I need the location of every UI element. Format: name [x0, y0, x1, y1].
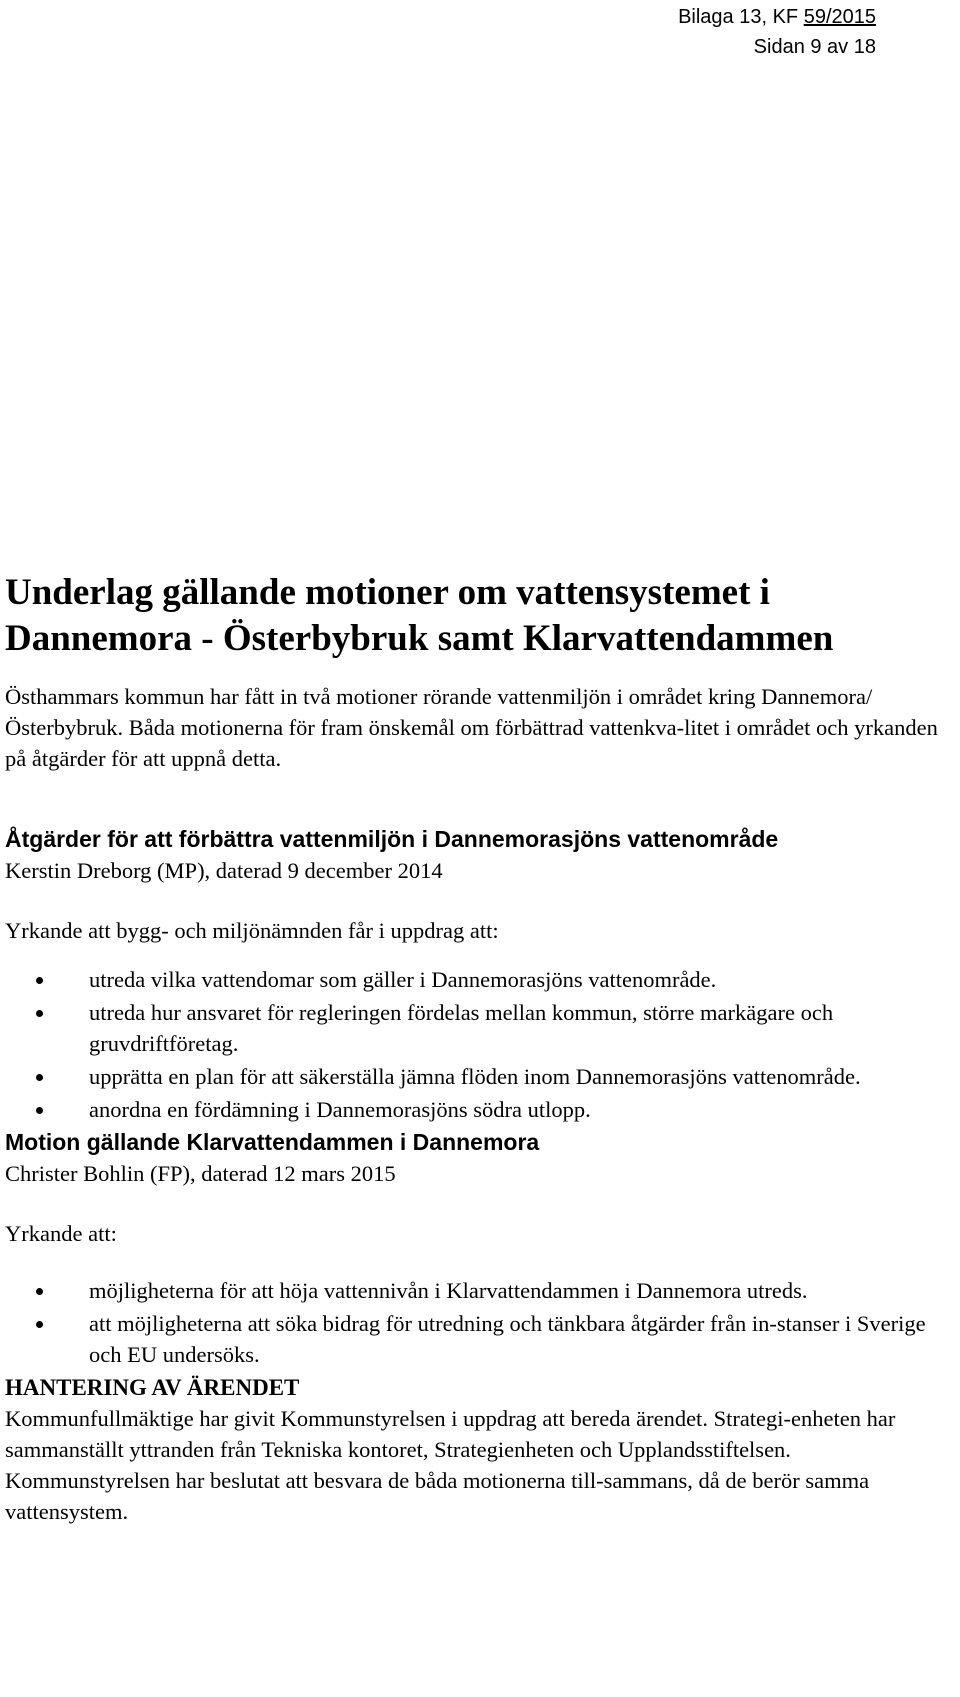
bullet-icon: [36, 1074, 43, 1081]
list-item-text: att möjligheterna att söka bidrag för utredning och tänkbara åtgärder från in-stanser i Sverige och EU undersöks.: [89, 1311, 926, 1367]
document-title: Underlag gällande motioner om vattensystemet i Dannemora - Österbybruk samt Klarvattendammen: [5, 572, 834, 659]
section1-title: Åtgärder för att förbättra vattenmiljön i Dannemorasjöns vattenområde: [5, 826, 779, 852]
section1-lead: Yrkande att bygg- och miljönämnden får i uppdrag att:: [5, 918, 499, 943]
bullet-icon: [36, 977, 43, 984]
document-body: [5, 570, 940, 1527]
bullet-icon: [36, 1288, 43, 1295]
bullet-icon: [36, 1107, 43, 1114]
section3-body: Kommunfullmäktige har givit Kommunstyrelsen i uppdrag att bereda ärendet. Strategi-enheten har sammanställt yttranden från Tekniska kontoret, Strategienheten och Upplandsstiftelsen. Kommunstyrelsen har beslutat att besvara de båda motionerna till-sammans, då de berör samma vattensystem.: [5, 1406, 896, 1524]
section2-lead: Yrkande att:: [5, 1221, 117, 1246]
page-number: Sidan 9 av 18: [753, 36, 876, 58]
section3-title: HANTERING AV ÄRENDET: [5, 1375, 300, 1400]
list-item-text: anordna en fördämning i Dannemorasjöns södra utlopp.: [89, 1097, 591, 1122]
intro-paragraph: Östhammars kommun har fått in två motioner rörande vattenmiljön i området kring Dannemora/Österbybruk. Båda motionerna för fram önskemål om förbättrad vattenkva-litet i området och yrkanden på åtgärder för att uppnå detta.: [5, 684, 938, 771]
list-item-text: upprätta en plan för att säkerställa jämna flöden inom Dannemorasjöns vattenområde.: [89, 1064, 861, 1089]
appendix-label: Bilaga 13, KF: [678, 6, 804, 28]
section2-list: [5, 1275, 940, 1370]
list-item-text: utreda vilka vattendomar som gäller i Dannemorasjöns vattenområde.: [89, 967, 717, 992]
section2-byline: Christer Bohlin (FP), daterad 12 mars 2015: [5, 1161, 396, 1186]
section2-title: Motion gällande Klarvattendammen i Dannemora: [5, 1129, 540, 1155]
bullet-icon: [36, 1321, 43, 1328]
page-header: [678, 2, 876, 62]
list-item: [5, 1308, 940, 1370]
section1-byline: Kerstin Dreborg (MP), daterad 9 december 2014: [5, 858, 443, 883]
list-item: [5, 997, 940, 1059]
list-item-text: utreda hur ansvaret för regleringen fördelas mellan kommun, större markägare och gruvdriftföretag.: [89, 1000, 834, 1056]
section1-list: [5, 964, 940, 1125]
list-item-text: möjligheterna för att höja vattennivån i Klarvattendammen i Dannemora utreds.: [89, 1278, 808, 1303]
list-item: [5, 1061, 940, 1092]
appendix-line: [678, 2, 876, 32]
bullet-icon: [36, 1010, 43, 1017]
list-item: [5, 1094, 940, 1125]
list-item: [5, 964, 940, 995]
list-item: [5, 1275, 940, 1306]
appendix-ref: 59/2015: [803, 6, 876, 28]
